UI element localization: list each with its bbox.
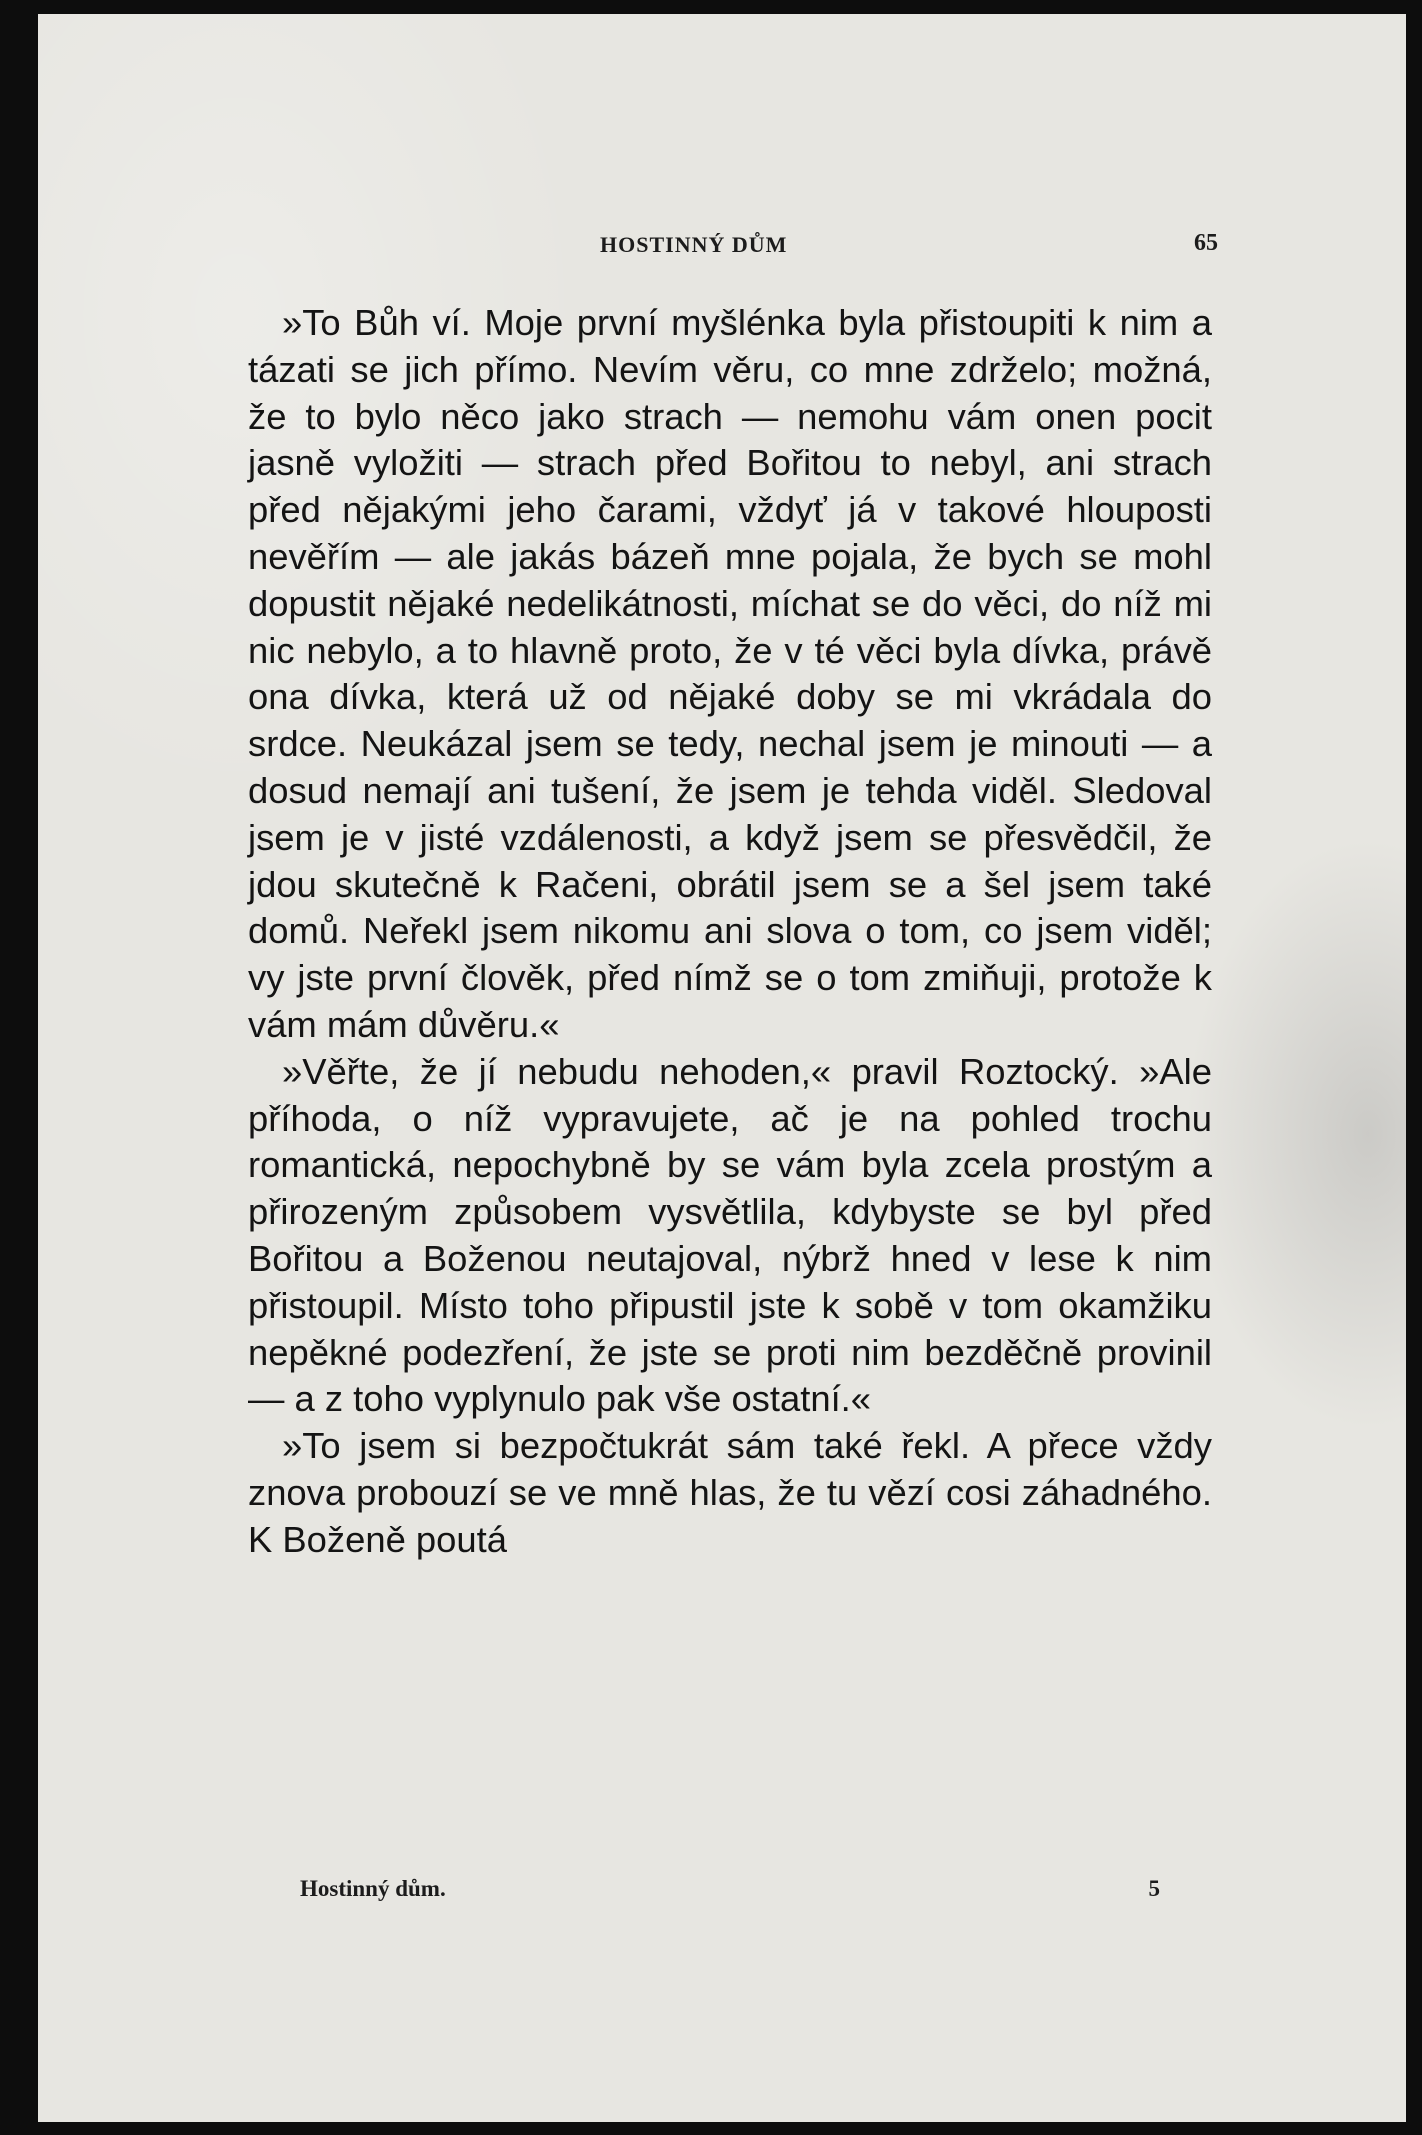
- body-text: [248, 300, 1212, 1564]
- running-head: [248, 224, 1228, 264]
- paragraph-2: »Věřte, že jí nebudu nehoden,« pravil Roztocký. »Ale příhoda, o níž vypravujete, ač je na pohled trochu romantická, nepochybně by se vám byla zcela prostým a přirozeným způsobem vysvětlila, kdybyste se byl před Bořitou a Boženou neutajoval, nýbrž hned v lese k nim přistoupil. Místo toho připustil jste k sobě v tom okamžiku nepěkné podezření, že jste se proti nim bezděčně provinil — a z toho vyplynulo pak vše ostatní.«: [248, 1050, 1212, 1420]
- page-footer: [300, 1876, 1160, 1912]
- paragraph-3: »To jsem si bezpočtukrát sám také řekl. A přece vždy znova probouzí se ve mně hlas, že tu vězí cosi záhadného. K Boženě poutá: [248, 1425, 1212, 1560]
- running-head-title: HOSTINNÝ DŮM: [600, 232, 788, 257]
- page-number: 65: [1194, 230, 1218, 256]
- book-page: [38, 14, 1406, 2122]
- printer-signature: Hostinný dům.: [300, 1876, 446, 1901]
- sheet-number: 5: [1148, 1876, 1160, 1901]
- paragraph-1: »To Bůh ví. Moje první myšlénka byla přistoupiti k nim a tázati se jich přímo. Nevím věru, co mne zdrželo; možná, že to bylo něco jako strach — nemohu vám onen pocit jasně vyložiti — strach před Bořitou to nebyl, ani strach před nějakými jeho čarami, vždyť já v takové hlouposti nevěřím — ale jakás bázeň mne pojala, že bych se mohl dopustit nějaké nedelikátnosti, míchat se do věci, do níž mi nic nebylo, a to hlavně proto, že v té věci byla dívka, právě ona dívka, která už od nějaké doby se mi vkrádala do srdce. Neukázal jsem se tedy, nechal jsem je minouti — a dosud nemají ani tušení, že jsem je tehda viděl. Sledoval jsem je v jisté vzdálenosti, a když jsem se přesvědčil, že jdou skutečně k Račeni, obrátil jsem se a šel jsem také domů. Neřekl jsem nikomu ani slova o tom, co jsem viděl; vy jste první člověk, před nímž se o tom zmiňuji, protože k vám mám důvěru.«: [248, 302, 1212, 1045]
